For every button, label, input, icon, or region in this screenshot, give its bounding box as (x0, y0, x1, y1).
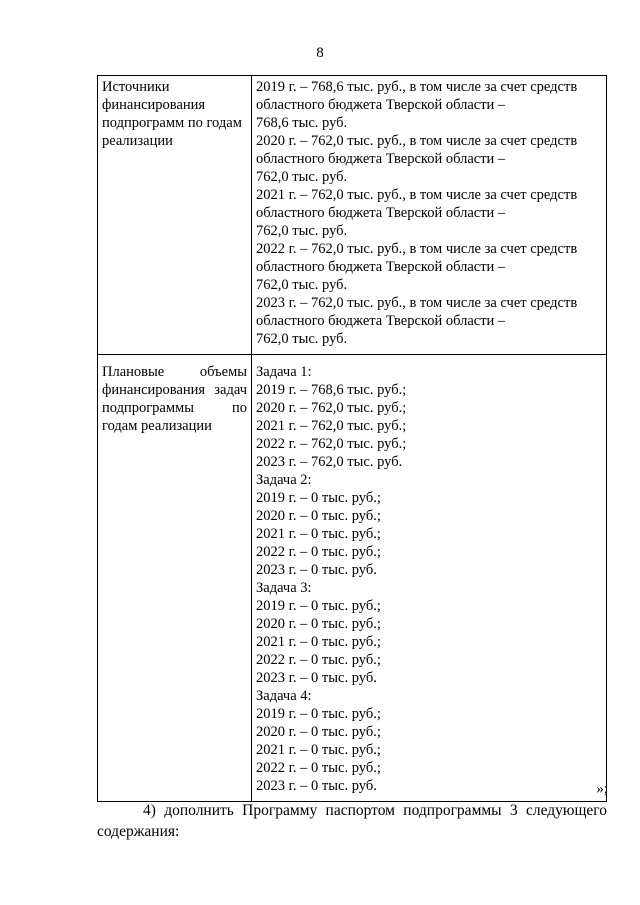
text-line: 2019 г. – 0 тыс. руб.; (256, 706, 381, 722)
text-line: 762,0 тыс. руб. (256, 331, 348, 347)
text-line: 2023 г. – 0 тыс. руб. (256, 562, 377, 578)
closing-quote-mark: »; (596, 781, 608, 797)
row-label-task-funding: Плановые объемы финансирования задач подпрограммы по годам реализации (98, 355, 252, 802)
text-line: 2019 г. – 0 тыс. руб.; (256, 598, 381, 614)
text-line: областного бюджета Тверской области – (256, 313, 506, 329)
text-line: областного бюджета Тверской области – (256, 151, 506, 167)
task-heading: Задача 2: (256, 472, 312, 488)
text-line: областного бюджета Тверской области – (256, 97, 506, 113)
text-line: 2021 г. – 0 тыс. руб.; (256, 634, 381, 650)
table-row-task-funding (98, 355, 607, 802)
table-row-funding-sources (98, 76, 607, 355)
text-line: 2020 г. – 0 тыс. руб.; (256, 616, 381, 632)
text-line: 2019 г. – 768,6 тыс. руб., в том числе за счет средств (256, 79, 578, 95)
passport-table (97, 75, 607, 802)
text-line: 762,0 тыс. руб. (256, 223, 348, 239)
task-heading: Задача 4: (256, 688, 312, 704)
text-line: 2021 г. – 762,0 тыс. руб., в том числе за счет средств (256, 187, 578, 203)
text-line: 2023 г. – 0 тыс. руб. (256, 778, 377, 794)
text-line: 762,0 тыс. руб. (256, 169, 348, 185)
row-content-task-funding (252, 355, 607, 802)
row-content-funding-sources (252, 76, 607, 355)
text-line: 2021 г. – 762,0 тыс. руб.; (256, 418, 407, 434)
text-line: 2020 г. – 762,0 тыс. руб.; (256, 400, 407, 416)
task-heading: Задача 3: (256, 580, 312, 596)
instruction-paragraph: 4) дополнить Программу паспортом подпрограммы 3 следующего содержания: (97, 802, 607, 840)
text-line: 2023 г. – 0 тыс. руб. (256, 670, 377, 686)
text-line: 2020 г. – 0 тыс. руб.; (256, 724, 381, 740)
text-line: 2020 г. – 762,0 тыс. руб., в том числе за счет средств (256, 133, 578, 149)
text-line: 2022 г. – 0 тыс. руб.; (256, 544, 381, 560)
text-line: 2021 г. – 0 тыс. руб.; (256, 742, 381, 758)
text-line: 2022 г. – 0 тыс. руб.; (256, 760, 381, 776)
page-number: 8 (316, 45, 324, 61)
task-heading: Задача 1: (256, 364, 312, 380)
text-line: областного бюджета Тверской области – (256, 259, 506, 275)
text-line: 2022 г. – 762,0 тыс. руб., в том числе за счет средств (256, 241, 578, 257)
text-line: 2021 г. – 0 тыс. руб.; (256, 526, 381, 542)
text-line: 768,6 тыс. руб. (256, 115, 348, 131)
text-line: 2022 г. – 0 тыс. руб.; (256, 652, 381, 668)
text-line: 2023 г. – 762,0 тыс. руб., в том числе за счет средств (256, 295, 578, 311)
text-line: 2023 г. – 762,0 тыс. руб. (256, 454, 403, 470)
text-line: областного бюджета Тверской области – (256, 205, 506, 221)
text-line: 2019 г. – 768,6 тыс. руб.; (256, 382, 407, 398)
row-label-funding-sources: Источники финансирования подпрограмм по годам реализации (98, 76, 252, 355)
text-line: 2022 г. – 762,0 тыс. руб.; (256, 436, 407, 452)
text-line: 2019 г. – 0 тыс. руб.; (256, 490, 381, 506)
text-line: 2020 г. – 0 тыс. руб.; (256, 508, 381, 524)
text-line: 762,0 тыс. руб. (256, 277, 348, 293)
